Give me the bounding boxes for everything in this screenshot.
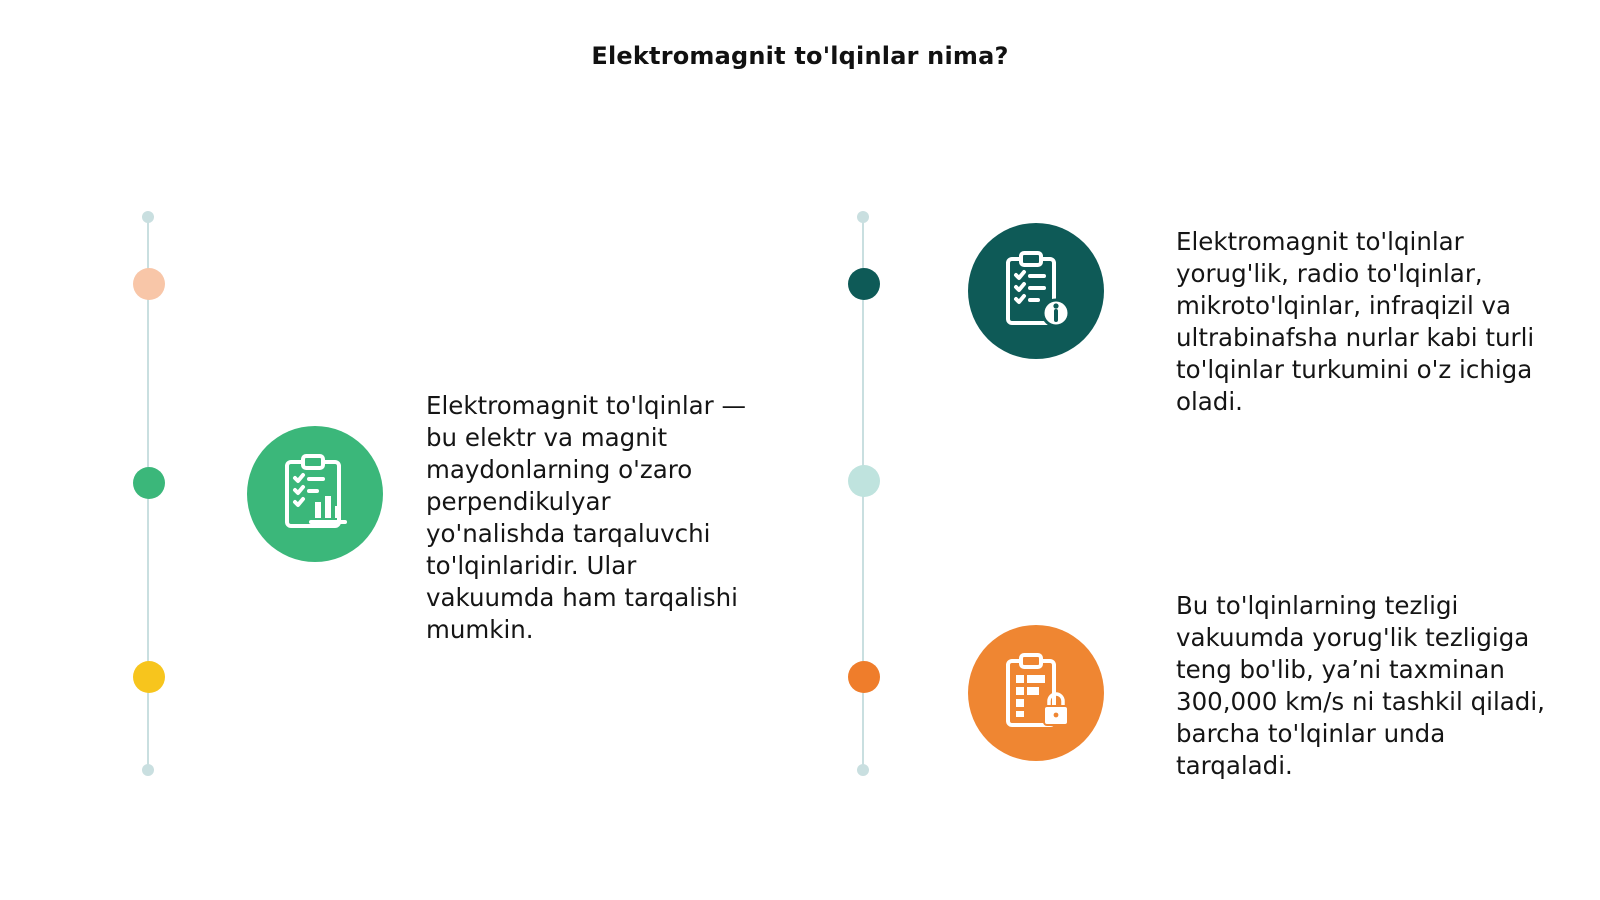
icon-circle-orange xyxy=(968,625,1104,761)
timeline-right xyxy=(848,211,878,776)
item-text-1: Elektromagnit to'lqinlar — bu elektr va magnit maydonlarning o'zaro perpendikulyar yo'nalishda tarqaluvchi to'lqinlaridir. Ular vakuumda ham tarqalishi mumkin. xyxy=(426,391,747,644)
clipboard-lock-icon xyxy=(1000,651,1072,735)
timeline-marker-3 xyxy=(848,661,880,693)
icon-circle-dark-teal xyxy=(968,223,1104,359)
timeline-cap-top xyxy=(857,211,869,223)
timeline-marker-1 xyxy=(848,268,880,300)
timeline-cap-bottom xyxy=(857,764,869,776)
timeline-marker-2 xyxy=(133,467,165,499)
item-text-3: Bu to'lqinlarning tezligi vakuumda yorug'lik tezligiga teng bo'lib, ya’ni taxminan 300,000 km/s ni tashkil qiladi, barcha to'lqinlar unda tarqaladi. xyxy=(1176,591,1545,780)
timeline-marker-2 xyxy=(848,465,880,497)
timeline-cap-top xyxy=(142,211,154,223)
clipboard-info-icon xyxy=(1000,249,1072,333)
item-text-2: Elektromagnit to'lqinlar yorug'lik, radio to'lqinlar, mikroto'lqinlar, infraqizil va ultrabinafsha nurlar kabi turli to'lqinlar turkumini o'z ichiga oladi. xyxy=(1176,227,1535,416)
timeline-cap-bottom xyxy=(142,764,154,776)
timeline-marker-3 xyxy=(133,661,165,693)
icon-circle-green xyxy=(247,426,383,562)
timeline-left xyxy=(133,211,163,776)
clipboard-chart-icon xyxy=(279,452,351,536)
timeline-marker-1 xyxy=(133,268,165,300)
page-title: Elektromagnit to'lqinlar nima? xyxy=(591,42,1009,70)
